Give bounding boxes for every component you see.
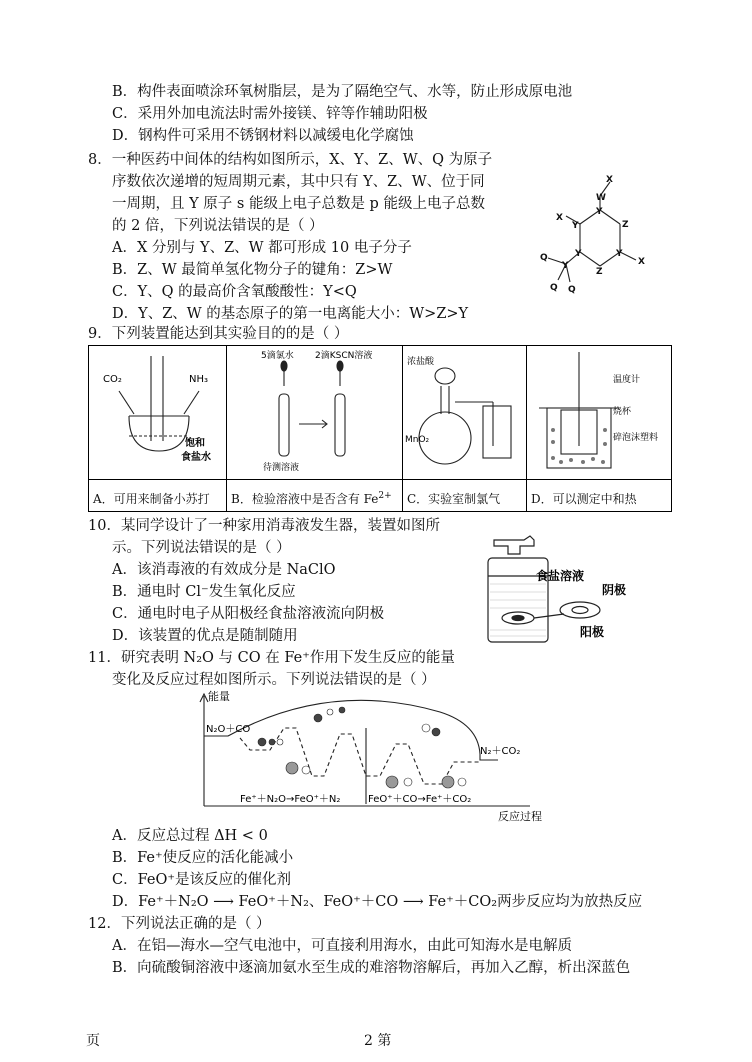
q10-fig-cathode: 阴极 xyxy=(602,583,627,597)
footer-left: 页 xyxy=(86,1033,100,1049)
q9d-label2: 烧杯 xyxy=(613,407,632,417)
q10-fig-solution: 食盐溶液 xyxy=(536,569,585,583)
q10-option-c: C．通电时电子从阳极经食盐溶液流向阴极 xyxy=(112,606,385,622)
q10-option-a: A．该消毒液的有效成分是 NaClO xyxy=(112,562,336,578)
q9d-label3: 碎泡沫塑料 xyxy=(613,433,659,443)
q12-option-a: A．在铝—海水—空气电池中，可直接利用海水，由此可知海水是电解质 xyxy=(112,938,572,954)
q9d-label1: 温度计 xyxy=(613,375,641,385)
q8-stem-line4: 的 2 倍，下列说法错误的是（ ） xyxy=(112,218,324,234)
q9-cell-c xyxy=(403,346,527,511)
q9a-nh3: NH₃ xyxy=(189,374,209,385)
q7-option-d: D．钢构件可采用不锈钢材料以减缓电化学腐蚀 xyxy=(112,128,414,144)
struct-y-left: Y xyxy=(572,221,579,231)
q8-stem-line1: 8．一种医药中间体的结构如图所示，X、Y、Z、W、Q 为原子 xyxy=(88,152,493,168)
q11-fig-step2: FeO⁺＋CO→Fe⁺＋CO₂ xyxy=(368,794,472,805)
q11-fig-ylabel: 能量 xyxy=(208,690,230,703)
q8-option-d: D．Y、Z、W 的基态原子的第一电离能大小：W>Z>Y xyxy=(112,306,469,322)
q8-stem-line2: 序数依次递增的短周期元素，其中只有 Y、Z、W、位于同 xyxy=(112,174,485,190)
q9a-brine2: 食盐水 xyxy=(181,452,211,463)
q11-option-b: B．Fe⁺使反应的活化能减小 xyxy=(112,850,294,866)
struct-y-bottomleft: Y xyxy=(575,249,582,259)
struct-z-right: Z xyxy=(622,220,629,230)
q8-structure-figure xyxy=(530,172,660,302)
q9-cell-d xyxy=(527,346,673,511)
q9a-brine: 饱和 xyxy=(185,438,205,449)
q7-option-b: B．构件表面喷涂环氧树脂层，是为了隔绝空气、水等，防止形成原电池 xyxy=(112,84,573,100)
q9-caption-a: A．可用来制备小苏打 xyxy=(93,492,210,506)
q10-option-d: D．该装置的优点是随制随用 xyxy=(112,628,298,644)
q9b-label1: 5滴氯水 xyxy=(261,351,294,361)
struct-w: W xyxy=(596,193,606,203)
q11-fig-step1: Fe⁺＋N₂O→FeO⁺＋N₂ xyxy=(240,794,341,805)
q9-caption-d: D．可以测定中和热 xyxy=(531,492,637,506)
q7-option-c: C．采用外加电流法时需外接镁、锌等作辅助阳极 xyxy=(112,106,428,122)
q12-option-b: B．向硫酸铜溶液中逐滴加氨水至生成的难溶物溶解后，再加入乙醇，析出深蓝色 xyxy=(112,960,631,976)
q9-cell-b xyxy=(227,346,403,511)
footer-page-number: 2 第 xyxy=(364,1033,392,1049)
q11-option-c: C．FeO⁺是该反应的催化剂 xyxy=(112,872,291,888)
q9a-co2: CO₂ xyxy=(103,374,122,385)
q8-option-a: A．X 分别与 Y、Z、W 都可形成 10 电子分子 xyxy=(112,240,412,256)
q9-cell-a xyxy=(89,346,227,511)
q8-stem-line3: 一周期，且 Y 原子 s 能级上电子总数是 p 能级上电子总数 xyxy=(112,196,485,212)
q10-stem-line2: 示。下列说法错误的是（ ） xyxy=(112,540,291,556)
q9b-label3: 待测溶液 xyxy=(263,463,300,473)
q9-stem: 9．下列装置能达到其实验目的的是（ ） xyxy=(88,326,349,342)
q11-fig-xlabel: 反应过程 xyxy=(498,810,542,823)
struct-y-top: Y xyxy=(596,207,603,217)
struct-y-right: Y xyxy=(616,249,623,259)
q9-apparatus-table xyxy=(88,345,672,512)
struct-q1: Q xyxy=(540,253,548,263)
q10-disinfectant-figure xyxy=(480,532,650,644)
q9-caption-c: C．实验室制氯气 xyxy=(407,492,501,506)
q9b-label2: 2滴KSCN溶液 xyxy=(315,351,373,361)
q8-option-c: C．Y、Q 的最高价含氧酸酸性：Y<Q xyxy=(112,284,357,300)
q9-figure-a xyxy=(89,346,227,478)
struct-y-branch: Y xyxy=(562,261,569,271)
q9-figure-d xyxy=(527,346,673,478)
q11-fig-start: N₂O＋CO xyxy=(206,724,251,735)
struct-x-right: X xyxy=(638,257,645,267)
q9c-label2: MnO₂ xyxy=(405,435,430,445)
q9-caption-b: B．检验溶液中是否含有 $Fe^{2+}$ xyxy=(231,491,392,506)
q12-stem: 12．下列说法正确的是（ ） xyxy=(88,916,271,932)
q10-option-b: B．通电时 Cl⁻发生氧化反应 xyxy=(112,584,296,600)
struct-x-top: X xyxy=(606,175,613,185)
struct-q2: Q xyxy=(550,283,558,293)
q11-stem-line2: 变化及反应过程如图所示。下列说法错误的是（ ） xyxy=(112,672,436,688)
q9-figure-b xyxy=(227,346,403,478)
q11-energy-diagram xyxy=(180,688,560,823)
q10-stem-line1: 10．某同学设计了一种家用消毒液发生器，装置如图所 xyxy=(88,518,440,534)
q8-option-b: B．Z、W 最简单氢化物分子的键角：Z>W xyxy=(112,262,393,278)
q9c-label1: 浓盐酸 xyxy=(407,357,435,367)
struct-z-bottom: Z xyxy=(596,267,603,277)
q11-option-d: D．Fe⁺＋N₂O ⟶ FeO⁺＋N₂、FeO⁺＋CO ⟶ Fe⁺＋CO₂两步反应均为放热反应 xyxy=(112,894,643,910)
q11-stem-line1: 11．研究表明 N₂O 与 CO 在 Fe⁺作用下发生反应的能量 xyxy=(88,650,455,666)
struct-x-left: X xyxy=(556,213,563,223)
q10-fig-anode: 阳极 xyxy=(580,625,605,639)
q11-option-a: A．反应总过程 ΔH < 0 xyxy=(112,828,268,844)
struct-q3: Q xyxy=(568,285,576,295)
q9-figure-c xyxy=(403,346,527,478)
q11-fig-end: N₂＋CO₂ xyxy=(480,746,521,757)
